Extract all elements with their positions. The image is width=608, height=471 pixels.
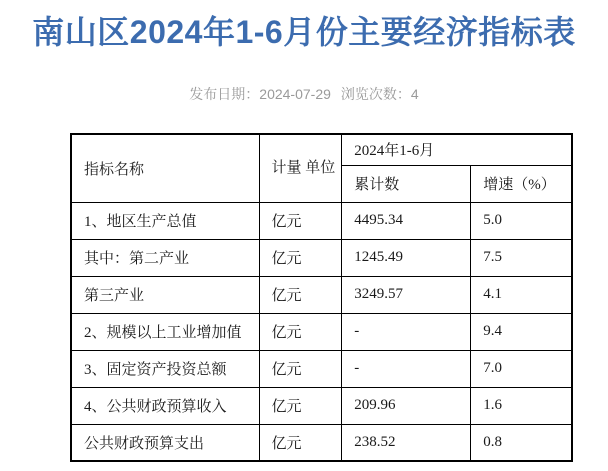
- unit-cell: 亿元: [259, 350, 342, 387]
- header-cumulative: 累计数: [342, 165, 471, 202]
- indicator-name-cell: 其中：第二产业: [71, 239, 259, 276]
- unit-cell: 亿元: [259, 239, 342, 276]
- cumulative-cell: 209.96: [342, 387, 471, 424]
- page-title: 南山区2024年1-6月份主要经济指标表: [32, 14, 576, 50]
- views-label: 浏览次数：: [340, 86, 411, 102]
- cumulative-cell: -: [342, 313, 471, 350]
- growth-cell: 5.0: [471, 202, 572, 239]
- meta-line: [0, 84, 608, 104]
- growth-cell: 4.1: [471, 276, 572, 313]
- unit-cell: 亿元: [259, 424, 342, 461]
- growth-cell: 7.5: [471, 239, 572, 276]
- indicator-name-cell: 4、公共财政预算收入: [71, 387, 259, 424]
- unit-cell: 亿元: [259, 387, 342, 424]
- header-indicator-name: 指标名称: [71, 134, 259, 202]
- table-row: [71, 424, 572, 461]
- table-row: [71, 313, 572, 350]
- growth-cell: 0.8: [471, 424, 572, 461]
- cumulative-cell: 1245.49: [342, 239, 471, 276]
- indicator-name-cell: 公共财政预算支出: [71, 424, 259, 461]
- indicators-table: [70, 133, 573, 462]
- growth-cell: 7.0: [471, 350, 572, 387]
- table-row: [71, 239, 572, 276]
- indicator-name-cell: 2、规模以上工业增加值: [71, 313, 259, 350]
- table-row: [71, 387, 572, 424]
- header-period: 2024年1-6月: [342, 134, 572, 165]
- unit-cell: 亿元: [259, 276, 342, 313]
- growth-cell: 1.6: [471, 387, 572, 424]
- publish-date-label: 发布日期：: [189, 86, 260, 102]
- header-unit: 计量 单位: [259, 134, 342, 202]
- table-header-row-1: [71, 134, 572, 165]
- cumulative-cell: 3249.57: [342, 276, 471, 313]
- indicator-name-cell: 1、地区生产总值: [71, 202, 259, 239]
- views-value: 4: [410, 86, 419, 102]
- growth-cell: 9.4: [471, 313, 572, 350]
- indicator-name-cell: 3、固定资产投资总额: [71, 350, 259, 387]
- table-row: [71, 276, 572, 313]
- cumulative-cell: 4495.34: [342, 202, 471, 239]
- table-row: [71, 202, 572, 239]
- unit-cell: 亿元: [259, 202, 342, 239]
- header-growth: 增速（%）: [471, 165, 572, 202]
- indicator-name-cell: 第三产业: [71, 276, 259, 313]
- publish-date-value: 2024-07-29: [259, 86, 331, 102]
- table-row: [71, 350, 572, 387]
- cumulative-cell: -: [342, 350, 471, 387]
- cumulative-cell: 238.52: [342, 424, 471, 461]
- unit-cell: 亿元: [259, 313, 342, 350]
